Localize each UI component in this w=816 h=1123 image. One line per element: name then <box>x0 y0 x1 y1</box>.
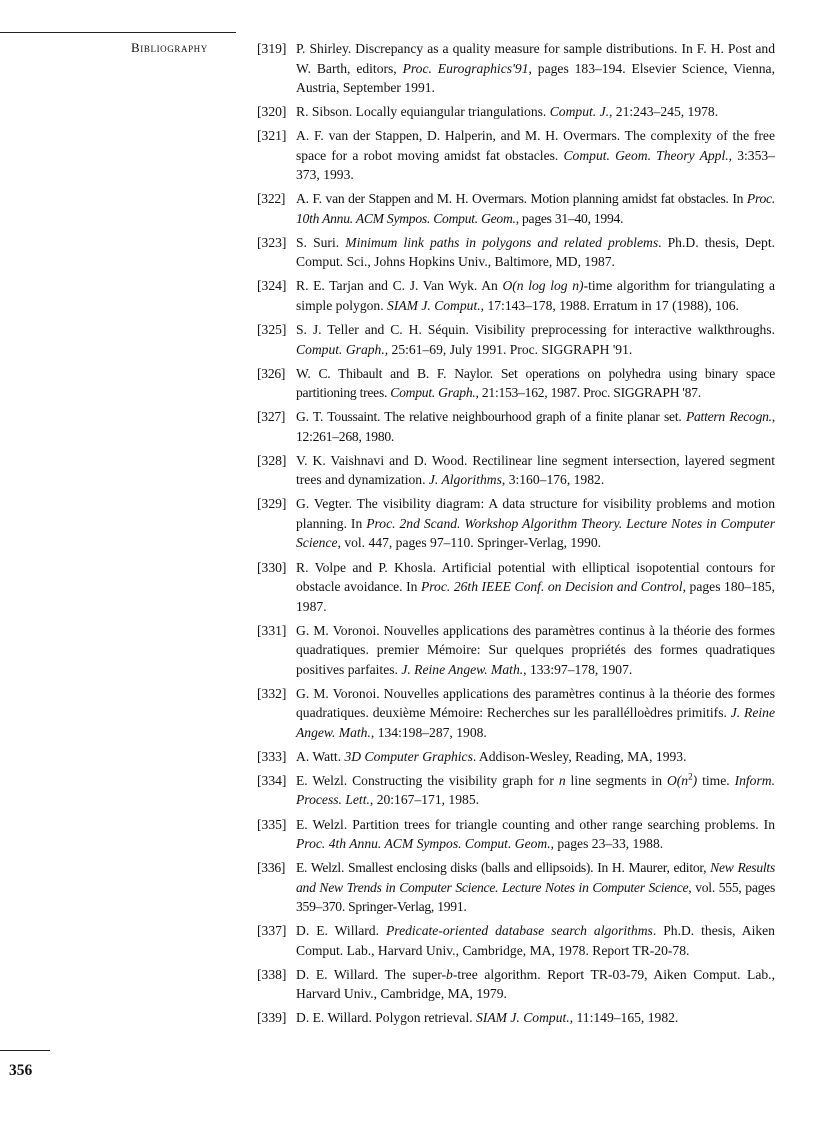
bib-entry-text: , pages 183–194. Elsevier Science, Vienna, Austria, September 1991. <box>296 60 775 95</box>
bib-entry-text: , 17:143–178, 1988. Erratum in 17 (1988), 106. <box>480 297 739 313</box>
bib-entry-text: A. F. van der Stappen and M. H. Overmars. Motion planning amidst fat obstacles. In <box>296 191 747 207</box>
bib-entry-text: E. Welzl. Constructing the visibility graph for <box>296 772 559 788</box>
bib-entry <box>257 276 775 315</box>
bib-entry-italic-text: Minimum link paths in polygons and related problems <box>345 234 659 250</box>
bib-entry-superscript: 2 <box>688 771 693 782</box>
bib-entry-italic-text: SIAM J. Comput. <box>476 1010 570 1026</box>
bib-entry <box>257 1008 775 1028</box>
bib-entry-italic-text: ) <box>692 772 698 788</box>
bib-entry-text: R. E. Tarjan and C. J. Van Wyk. An <box>296 278 503 294</box>
bib-entry-text: G. M. Voronoi. Nouvelles applications des paramètres continus à la théorie des formes quadratiques. deuxième Mémoire: Recherches sur les parallélloèdres primitifs. <box>296 685 775 721</box>
bib-entry-italic-text: b <box>446 966 453 982</box>
bib-entry-number: [330] <box>257 559 287 575</box>
bib-entry-text: D. E. Willard. Polygon retrieval. <box>296 1010 477 1026</box>
bib-entry-text: P. Shirley. Discrepancy as a quality measure for sample distributions. In F. H. Post and W. Barth, editors, <box>296 41 775 76</box>
bib-entry-text: R. Sibson. Locally equiangular triangulations. <box>296 104 550 120</box>
bib-entry-text: A. F. van der Stappen, D. Halperin, and M. H. Overmars. The complexity of the free space for a robot moving amidst fat obstacles. <box>296 128 775 163</box>
bib-entry-text: G. M. Voronoi. Nouvelles applications des paramètres continus à la théorie des formes quadratiques. premier Mémoire: Sur quelques propriétés des formes quadratiques positives parfaites. <box>296 622 775 677</box>
bib-entry-text: . Ph.D. thesis, Dept. Comput. Sci., Johns Hopkins Univ., Baltimore, MD, 1987. <box>296 234 775 270</box>
bib-entry-number: [333] <box>257 748 287 764</box>
bib-entry-italic-text: Comput. Graph. <box>390 385 476 401</box>
bib-entry-italic-text: SIAM J. Comput. <box>387 297 481 313</box>
header-rule <box>0 32 236 33</box>
bib-entry-text: , pages 31–40, 1994. <box>515 210 624 226</box>
bib-entry-text: W. C. Thibault and B. F. Naylor. Set operations on polyhedra using binary space partitioning trees. <box>296 365 775 401</box>
bib-entry-text: G. Vegter. The visibility diagram: A data structure for visibility problems and motion planning. In <box>296 496 775 531</box>
page-number: 356 <box>9 1062 33 1079</box>
bibliography-list <box>257 39 775 1032</box>
bib-entry-text: . Ph.D. thesis, Aiken Comput. Lab., Harvard Univ., Cambridge, MA, 1978. Report TR-20-78. <box>296 923 775 958</box>
bib-entry-text: line segments in <box>565 772 667 788</box>
bib-entry-number: [335] <box>257 816 287 832</box>
bib-entry-text: S. J. Teller and C. H. Séquin. Visibility preprocessing for interactive walkthroughs. <box>296 322 775 338</box>
bib-entry-text: E. Welzl. Partition trees for triangle counting and other range searching problems. In <box>296 816 775 832</box>
bib-entry <box>257 39 775 98</box>
bib-entry-number: [321] <box>257 128 287 144</box>
bib-entry-text: G. T. Toussaint. The relative neighbourhood graph of a finite planar set. <box>296 409 686 425</box>
bib-entry-number: [323] <box>257 234 287 250</box>
bib-entry-text: V. K. Vaishnavi and D. Wood. Rectilinear line segment intersection, layered segment trees and dynamization. <box>296 452 775 488</box>
bib-entry-number: [331] <box>257 622 287 638</box>
bib-entry <box>257 451 775 490</box>
bib-entry <box>257 621 775 680</box>
bib-entry <box>257 684 775 743</box>
bib-entry-text: , 21:243–245, 1978. <box>609 104 719 120</box>
bib-entry-text: , pages 23–33, 1988. <box>550 836 664 851</box>
bib-entry <box>257 747 775 767</box>
bib-entry-text: -tree algorithm. Report TR-03-79, Aiken Comput. Lab., Harvard Univ., Cambridge, MA, 1979. <box>296 966 775 1002</box>
bib-entry-text: A. Watt. <box>296 748 345 764</box>
bib-entry-number: [327] <box>257 409 286 425</box>
bib-entry-text: , 20:167–171, 1985. <box>369 792 480 808</box>
bib-entry-text: . Addison-Wesley, Reading, MA, 1993. <box>472 748 687 764</box>
bib-entry <box>257 407 775 446</box>
bib-entry <box>257 858 775 917</box>
bib-entry-italic-text: Proc. 26th IEEE Conf. on Decision and Control <box>420 579 683 595</box>
bib-entry-italic-text: Predicate-oriented database search algorithms <box>385 923 653 939</box>
bib-entry-number: [324] <box>257 278 287 294</box>
bib-entry <box>257 921 775 960</box>
bib-entry-number: [320] <box>257 104 287 120</box>
bib-entry-text: time. <box>697 772 735 788</box>
bib-entry-text: , 12:261–268, 1980. <box>296 409 775 444</box>
bib-entry <box>257 771 775 810</box>
bib-entry-italic-text: Proc. 10th Annu. ACM Sympos. Comput. Geom. <box>296 191 775 226</box>
bib-entry-number: [337] <box>257 923 287 939</box>
bib-entry-number: [328] <box>257 452 287 468</box>
bib-entry-number: [329] <box>257 496 287 512</box>
bib-entry-number: [334] <box>257 772 287 788</box>
bib-entry-text: , 133:97–178, 1907. <box>523 661 633 677</box>
bib-entry-italic-text: 3D Computer Graphics <box>344 748 473 764</box>
bib-entry-text: , 3:160–176, 1982. <box>501 472 605 488</box>
bib-entry-italic-text: Proc. 4th Annu. ACM Sympos. Comput. Geom. <box>296 836 551 851</box>
bib-entry-number: [325] <box>257 322 287 338</box>
bib-entry <box>257 364 775 403</box>
bib-entry-text: S. Suri. <box>296 234 346 250</box>
footer-rule <box>0 1050 50 1051</box>
bib-entry-italic-text: Pattern Recogn. <box>685 409 772 425</box>
bib-entry-italic-text: Comput. Geom. Theory Appl. <box>563 147 729 163</box>
bib-entry-text: , 21:153–162, 1987. Proc. SIGGRAPH '87. <box>475 385 701 401</box>
bib-entry-italic-text: Proc. Eurographics'91 <box>402 60 529 76</box>
bib-entry-number: [322] <box>257 191 286 207</box>
bib-entry-text: , pages 180–185, 1987. <box>296 579 775 614</box>
bib-entry-italic-text: Comput. J. <box>549 104 609 120</box>
bib-entry-italic-text: J. Reine Angew. Math. <box>296 705 776 740</box>
bib-entry-text: D. E. Willard. <box>296 923 386 939</box>
bib-entry-text: , 25:61–69, July 1991. Proc. SIGGRAPH '91. <box>384 341 633 357</box>
bib-entry <box>257 558 775 617</box>
bib-entry-italic-text: O(n log log n) <box>502 278 584 294</box>
running-header: Bibliography <box>131 40 208 55</box>
bib-entry <box>257 494 775 553</box>
bib-entry-italic-text: J. Reine Angew. Math. <box>401 661 524 677</box>
bib-entry-italic-text: New Results and New Trends in Computer Science. Lecture Notes in Computer Science <box>296 860 775 895</box>
bib-entry-number: [336] <box>257 860 286 876</box>
bib-entry-italic-text: O(n <box>666 772 689 788</box>
bib-entry-italic-text: J. Algorithms <box>428 472 502 488</box>
bib-entry-number: [338] <box>257 966 287 982</box>
bib-entry-text: D. E. Willard. The super- <box>296 966 447 982</box>
bib-entry-text: , vol. 447, pages 97–110. Springer-Verlag, 1990. <box>337 535 602 551</box>
bib-entry-italic-text: Inform. Process. Lett. <box>296 772 775 808</box>
bib-entry-text: , 3:353–373, 1993. <box>296 147 775 183</box>
bib-entry-text: , 11:149–165, 1982. <box>569 1010 679 1026</box>
bib-entry <box>257 233 775 272</box>
bib-entry <box>257 320 775 359</box>
bib-entry <box>257 126 775 185</box>
bib-entry-text: , 134:198–287, 1908. <box>370 724 487 740</box>
bib-entry <box>257 815 775 854</box>
bib-entry-text: R. Volpe and P. Khosla. Artificial potential with elliptical isopotential contours for obstacle avoidance. In <box>296 559 775 595</box>
bib-entry-italic-text: Comput. Graph. <box>296 341 385 357</box>
bib-entry-number: [332] <box>257 685 287 701</box>
bib-entry <box>257 102 775 122</box>
bib-entry-number: [319] <box>257 41 287 56</box>
bib-entry-text: E. Welzl. Smallest enclosing disks (balls and ellipsoids). In H. Maurer, editor, <box>296 860 711 876</box>
bib-entry-italic-text: Proc. 2nd Scand. Workshop Algorithm Theory. Lecture Notes in Computer Science <box>296 515 775 551</box>
bib-entry-text: -time algorithm for triangulating a simple polygon. <box>296 278 775 313</box>
bib-entry-text: , vol. 555, pages 359–370. Springer-Verlag, 1991. <box>296 879 775 915</box>
bib-entry-number: [326] <box>257 365 286 381</box>
bib-entry-number: [339] <box>257 1010 287 1026</box>
bib-entry <box>257 189 775 228</box>
bib-entry <box>257 965 775 1004</box>
bib-entry-italic-text: n <box>558 772 566 788</box>
